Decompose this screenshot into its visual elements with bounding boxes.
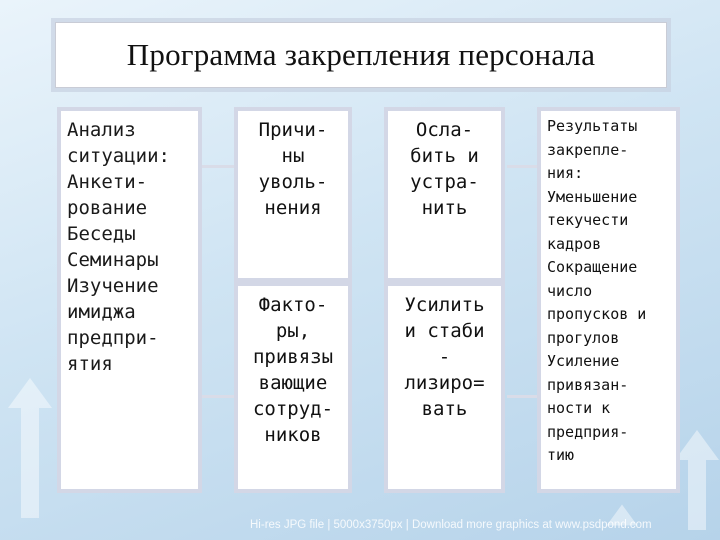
footer-watermark: Hi-res JPG file | 5000x3750px | Download more graphics at www.psdpond.com — [250, 519, 652, 531]
connector-middle — [507, 395, 537, 398]
title-box — [55, 22, 667, 88]
weaken-text: Осла- бить и устра- нить — [410, 119, 479, 219]
background-arrow-stem — [21, 408, 39, 518]
strengthen-text: Усилить и стаби - лизиро= вать — [404, 294, 485, 420]
connector-middle — [507, 165, 537, 168]
background-arrow-icon — [675, 430, 719, 460]
background-arrow-stem — [688, 460, 706, 530]
strengthen-box — [384, 282, 505, 493]
weaken-box — [384, 107, 505, 282]
results-text: Результаты закрепле- ния: Уменьшение текучести кадров Сокращение число пропусков и прогулов Усиление привязан- ности к предприя- тию — [547, 117, 647, 464]
causes-box — [234, 107, 352, 282]
connector-top — [200, 165, 236, 168]
factors-text: Факто- ры, привязы вающие сотруд- ников — [252, 294, 334, 446]
analysis-items: Анкети- рование Беседы Семинары Изучение имиджа предпри- ятия — [67, 171, 159, 375]
analysis-box — [57, 107, 202, 493]
results-box — [537, 107, 680, 493]
causes-text: Причи- ны уволь- нения — [258, 119, 328, 219]
analysis-heading: Анализ ситуации: — [67, 119, 170, 167]
factors-box — [234, 282, 352, 493]
background-arrow-icon — [8, 378, 52, 408]
page-title: Программа закрепления персонала — [126, 37, 596, 72]
connector-bottom — [200, 395, 236, 398]
